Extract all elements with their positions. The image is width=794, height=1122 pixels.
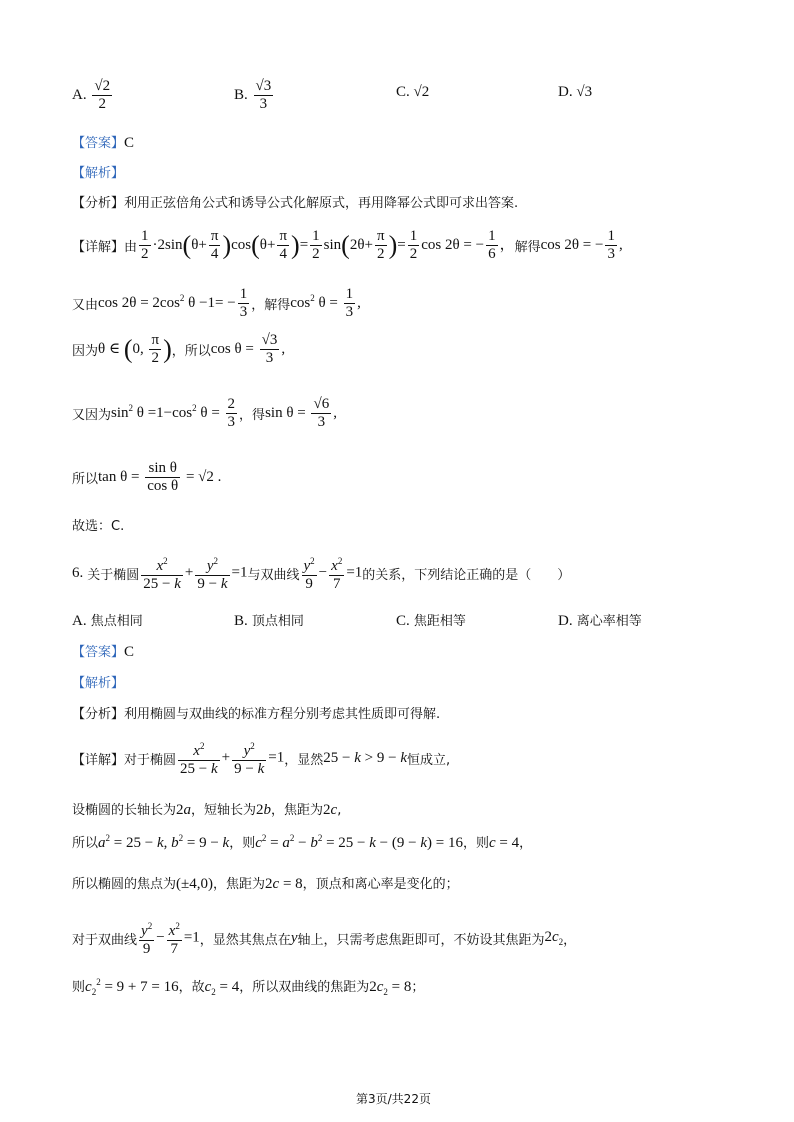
equation: tan θ = $\frac{\text{sin θ}}{\text{cos θ}}$ = √2 . [98,460,222,494]
conclusion: 故选：C. [72,519,125,534]
option-letter: C. [396,84,410,100]
q6-option-a [72,610,143,630]
equation: $\frac{y^2}{9}$ − $\frac{x^2}{7}$ =1 [300,553,363,593]
text: 的关系，下列结论正确的是（ ） [362,567,571,583]
text: 又因为 [72,408,112,423]
option-text: 离心率相等 [576,614,642,629]
q6-option-c [396,610,466,630]
text: 恒成立, [407,752,451,768]
equation: 25 − k > 9 − k [323,749,407,766]
equation: θ ∈ (0, $\frac{\pi}{2}$ ) [98,332,172,366]
text: ，得 [239,408,266,423]
q6-detail-2: 设椭圆的长轴长为2a，短轴长为2b，焦距为2c, [72,802,342,818]
fraction [254,78,274,113]
equation: $\sin^2 \theta =1-\cos^2$ θ = $\frac{2}{3}$ [111,396,236,430]
equation: $\cos^2 \theta$ = $\frac{1}{3}$ , [290,286,361,320]
fraction [92,78,112,113]
xiangjie-tag: 【详解】 [72,752,125,768]
equation: $\frac{x^2}{25 - k}$ + $\frac{y^2}{9 - k}$ =1 [139,553,247,593]
xiangjie-line-3 [72,332,285,367]
option-text: 顶点相同 [251,614,304,629]
text: 又由 [72,298,99,313]
xiangjie-line-1 [72,228,623,263]
text: 由 [124,240,138,255]
denominator: 2 [98,96,106,112]
xiangjie-line-4 [72,396,337,431]
text: 设椭圆的长轴长为 [72,803,177,818]
text: 解得 [514,240,541,255]
q6-detail-5: 对于双曲线 $\frac{y^2}{9}$ − $\frac{x^2}{7}$ =1 ，显然其焦点在 y 轴上，只需考虑焦距即可，不妨设其焦距为 $2c_2$ ， [72,918,576,958]
fenxi-tag: 【分析】 [72,196,125,211]
q6-detail-1 [72,738,450,778]
text: ，故 [178,980,205,995]
xiangjie-tag: 【详解】 [72,240,125,255]
q6-option-d [558,610,642,630]
fenxi-line [72,192,518,211]
q6-answer-line [72,641,134,661]
text: 与双曲线 [247,567,300,583]
option-letter: C. [396,613,410,629]
option-letter: A. [72,86,87,103]
option-letter: D. [558,613,573,629]
option-value: √2 [413,84,430,100]
option-text: 焦点相同 [90,614,143,629]
page-footer: 第3页/共22页 [356,1092,431,1106]
option-d [558,84,592,101]
text: 因为 [72,344,99,359]
q6-stem [72,553,570,593]
fenxi-text: 利用正弦倍角公式和诱导公式化解原式，再用降幂公式即可求出答案. [124,196,519,211]
option-b [234,78,275,113]
equation: sin θ = $\frac{√6}{3}$ , [265,396,337,430]
option-letter: B. [234,86,248,103]
text: ，所以 [171,344,211,359]
option-letter: B. [234,613,248,629]
option-text: 焦距相等 [413,614,466,629]
text: 轴上，只需考虑焦距即可，不妨设其焦距为 [297,932,545,948]
q6-detail-4: 所以椭圆的焦点为(±4,0)，焦距为2c = 8，顶点和离心率是变化的； [72,876,459,892]
question-number: 6. [72,564,84,581]
answer-line [72,132,134,152]
equation: $\frac{y^2}{9}$ − $\frac{x^2}{7}$ =1 [137,918,200,958]
text: ，顶点和离心率是变化的； [302,877,459,892]
option-value: √3 [576,84,593,100]
answer-value: C [124,135,135,151]
text: 所以 [72,472,99,487]
answer-tag: 【答案】 [72,136,125,151]
q6-detail-3: 所以$a^2 = 25 - k$, $b^2 = 9 - k$，则$c^2 = a^2 - b^2 = 25 - k - (9 - k) = 16$，则c = 4， [72,833,533,851]
numerator: √3 [255,78,272,94]
text: ，短轴长为 [191,803,257,818]
option-letter: A. [72,613,87,629]
equation: $\frac{1}{2}$ ·2sin(θ+ $\frac{\pi}{4}$ )cos(θ+ $\frac{\pi}{4}$ )= $\frac{1}{2}$ sin(2θ+ $\frac{\pi}{2}$ )= $\frac{1}{2}$ cos 2θ = − $\frac{1}{6}$ ， [141,228,515,262]
text: 所以 [72,836,99,851]
equation: cos 2θ = − $\frac{1}{3}$ , [540,228,623,262]
equation: $\frac{x^2}{25 - k}$ + $\frac{y^2}{9 - k}$ =1 [176,738,284,778]
text: 则 [72,980,86,995]
text: ，则 [462,836,489,851]
option-c [396,84,429,101]
analysis-tag: 【解析】 [72,676,125,691]
text: ，解得 [251,298,291,313]
text: ，显然其焦点在 [199,932,291,948]
q6-fenxi-line [72,703,440,722]
fenxi-text: 利用椭圆与双曲线的标准方程分别考虑其性质即可得解. [124,707,441,722]
option-letter: D. [558,84,573,100]
text: ，则 [229,836,256,851]
text: ，焦距为 [271,803,324,818]
q6-option-b [234,610,304,630]
analysis-tag: 【解析】 [72,166,125,181]
text: 所以椭圆的焦点为 [72,877,177,892]
xiangjie-line-5 [72,460,221,495]
q6-detail-6: 则$c_2^2 = 9 + 7 = 16$，故$c_2 = 4$，所以双曲线的焦距为$2c_2 = 8$； [72,977,425,997]
option-a [72,78,114,113]
numerator: √2 [94,78,111,94]
equation: $\cos 2\theta = 2\cos^2$ θ −1= − $\frac{1}{3}$ [98,286,248,320]
text: ，显然 [284,752,324,768]
denominator: 3 [259,96,268,112]
answer-value: C [124,644,135,660]
text: ，焦距为 [213,877,266,892]
text: ，所以双曲线的焦距为 [239,980,370,995]
equation: cos θ = $\frac{√3}{3}$ , [210,332,286,366]
text: 关于椭圆 [87,567,140,583]
xiangjie-line-2 [72,286,361,321]
text: 对于椭圆 [124,752,177,768]
fenxi-tag: 【分析】 [72,707,125,722]
text: 对于双曲线 [72,932,138,948]
answer-tag: 【答案】 [72,645,125,660]
